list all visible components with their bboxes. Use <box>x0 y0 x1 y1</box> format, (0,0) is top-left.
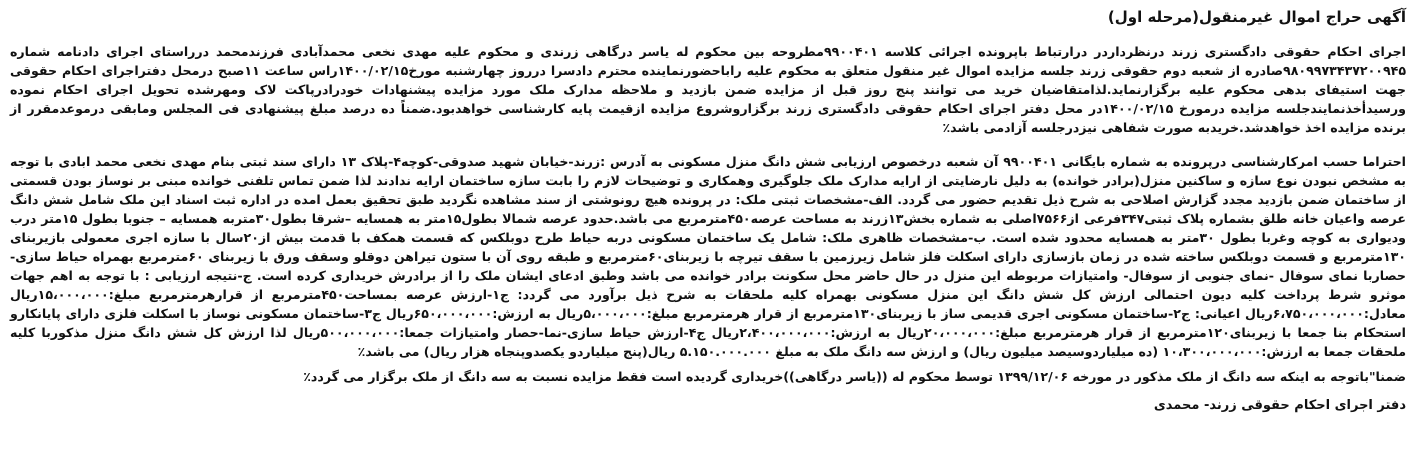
notice-paragraph-expert-report: احتراما حسب امرکارشناسی درپرونده به شماره بایگانی ۹۹۰۰۴۰۱ آن شعبه درخصوص ارزیابی شش دانگ منزل مسکونی به آدرس :زرند-خیابان شهید صدوقی-کوچه۴-پلاک ۱۳ دارای سند ثبتی بنام مهدی نخعی محمد ابادی با توجه به مشخص نبودن نوع سازه و ساکنین منزل(برادر خوانده) به دلیل نارضایتی از ارایه مدارک ملک جلوگیری وهمکاری و توضیحات لازم را بابت سازه ساختمان ارایه ندادند لذا ضمن تماس تلفنی خوانده مبنی بر نوساز بودن قسمتی از ساختمان ضمن بازدید مجدد گزارش اصلاحی به شرح ذیل تقدیم حضور می گردد. الف-مشخصات ثبتی ملک: در پرونده هیچ رونوشتی از سند مشاهده نگردید طبق تحقیق بعمل امده در اداره ثبت اسناد این ملک شامل شش دانگ عرصه واعیان خانه طلق بشماره پلاک ثبتی۳۴۷فرعی از۷۵۶۶اصلی به شماره بخش۱۳زرند به مساحت عرصه۴۵۰مترمربع می باشد.حدود عرصه شمالا بطول۱۵متر به همسایه –شرقا بطول۳۰متربه همسایه – جنوبا بطول ۱۵متر درب ودیواری به کوچه وغربا بطول ۳۰متر به همسایه محدود شده است. ب-مشخصات ظاهری ملک: شامل یک ساختمان مسکونی دربه حیاط طرح دوبلکس که قسمت همکف با قدمت بیش از۲۰سال با سازه اجری معمولی بازیربنای ۱۳۰مترمربع و قسمت دوبلکس ساخته شده در زمان بازسازی دارای اسکلت فلز شامل زیرزمین با سقف تیرچه با زیربنای۶۰مترمربع و طبقه روی آن با ستون تیراهن دوقلو وسقف ورق با زیربنای ۶۰مترمربع بهمراه حیاط سازی-حصاربا نمای سوفال -نمای جنوبی از سوفال- وامتیازات مربوطه این منزل در حال حاضر محل سکونت برادر خوانده می باشد وطبق ادعای ایشان ملک را از برادرش خریداری کرده است. ج-نتیجه ارزیابی : با توجه به اهم جهات موثرو شرط پرداخت کلیه دیون احتمالی ارزش کل شش دانگ این منزل مسکونی بهمراه کلیه ملحقات به شرح ذیل برآورد می گردد: ج۱-ارزش عرصه بمساحت۴۵۰مترمربع از قرارهرمترمربع مبلغ:۱۵،۰۰۰،۰۰۰ریال معادل:۶،۷۵۰،۰۰۰،۰۰۰ریال اعیانی: ج۲-ساختمان مسکونی اجری قدیمی ساز با زیربنای۱۳۰مترمربع از قرار هرمترمربع مبلغ:۵،۰۰۰،۰۰۰ریال به ارزش:۶۵۰،۰۰۰،۰۰۰ریال ج۳-ساختمان مسکونی نوساز با اسکلت فلزی دارای پایانکارو استحکام بنا جمعا با زیربنای۱۲۰مترمربع از قرار هرمترمربع مبلغ:۲۰،۰۰۰،۰۰۰ریال به ارزش:۲،۴۰۰،۰۰۰،۰۰۰ریال ج۴-ارزش حیاط سازی-نما-حصار وامتیازات جمعا:۵۰۰،۰۰۰،۰۰۰ریال لذا ارزش کل شش دانگ منزل مذکوربا کلیه ملحقات جمعا به ارزش:۱۰،۳۰۰،۰۰۰،۰۰۰ (ده میلیاردوسیصد میلیون ریال) و ارزش سه دانگ ملک به مبلغ ۵.۱۵۰.۰۰۰.۰۰۰ ریال(پنج میلیاردو یکصدوپنجاه هزار ریال) می باشد٪ <box>10 154 1407 359</box>
document-title: آگهی حراج اموال غیرمنقول(مرحله اول) <box>1107 8 1406 26</box>
document-signature: دفتر اجرای احکام حقوقی زرند- محمدی <box>1153 398 1406 413</box>
notice-paragraph-ownership-note: ضمنا"باتوجه به اینکه سه دانگ از ملک مذکور در مورخه ۱۳۹۹/۱۲/۰۶ توسط محکوم له ((یاسر درگاهی))خریداری گردیده است فقط مزایده نسبت به سه دانگ از ملک برگزار می گردد٪ <box>303 369 1406 384</box>
notice-paragraph-auction-details: اجرای احکام حقوقی دادگستری زرند درنظرداردر درارتباط باپرونده اجرائی کلاسه ۹۹۰۰۴۰۱مطروحه بین محکوم له یاسر درگاهی زرندی و محکوم علیه مهدی نخعی محمدآبادی فرزندمحمد درراستای اجرای دادنامه شماره ۹۸۰۹۹۷۳۴۳۷۲۰۰۹۴۵صادره از شعبه دوم حقوقی زرند جلسه مزایده اموال غیر منقول متعلق به محکوم علیه راباحضورنماینده محترم دادسرا درروز چهارشنبه مورخ۱۴۰۰/۰۲/۱۵راس ساعت ۱۱صبح درمحل دفتراجرای احکام حقوقی جهت استیفای بدهی محکوم علیه برگزارنماید.لذامتقاضیان خرید می توانند پنج روز قبل از مزایده ضمن بازدید و ملاحظه مدارک ملک مورد مزایده پیشنهادات خودرادرپاکت لاک ومهرشده تحویل اجرای احکام نموده ورسیدأخذنمایندجلسه مزایده درمورخ ۱۴۰۰/۰۲/۱۵در محل دفتر اجرای احکام حقوقی دادگستری زرند برگزاروشروع مزایده ازقیمت پایه کارشناسی خواهدبود.ضمناً ده درصد مبلغ پیشنهادی فی المجلس ومابقی درموعدمقرر از برنده مزایده اخذ خواهدشد.خریدبه صورت شفاهی نیزدرجلسه آزادمی باشد٪ <box>10 44 1407 135</box>
